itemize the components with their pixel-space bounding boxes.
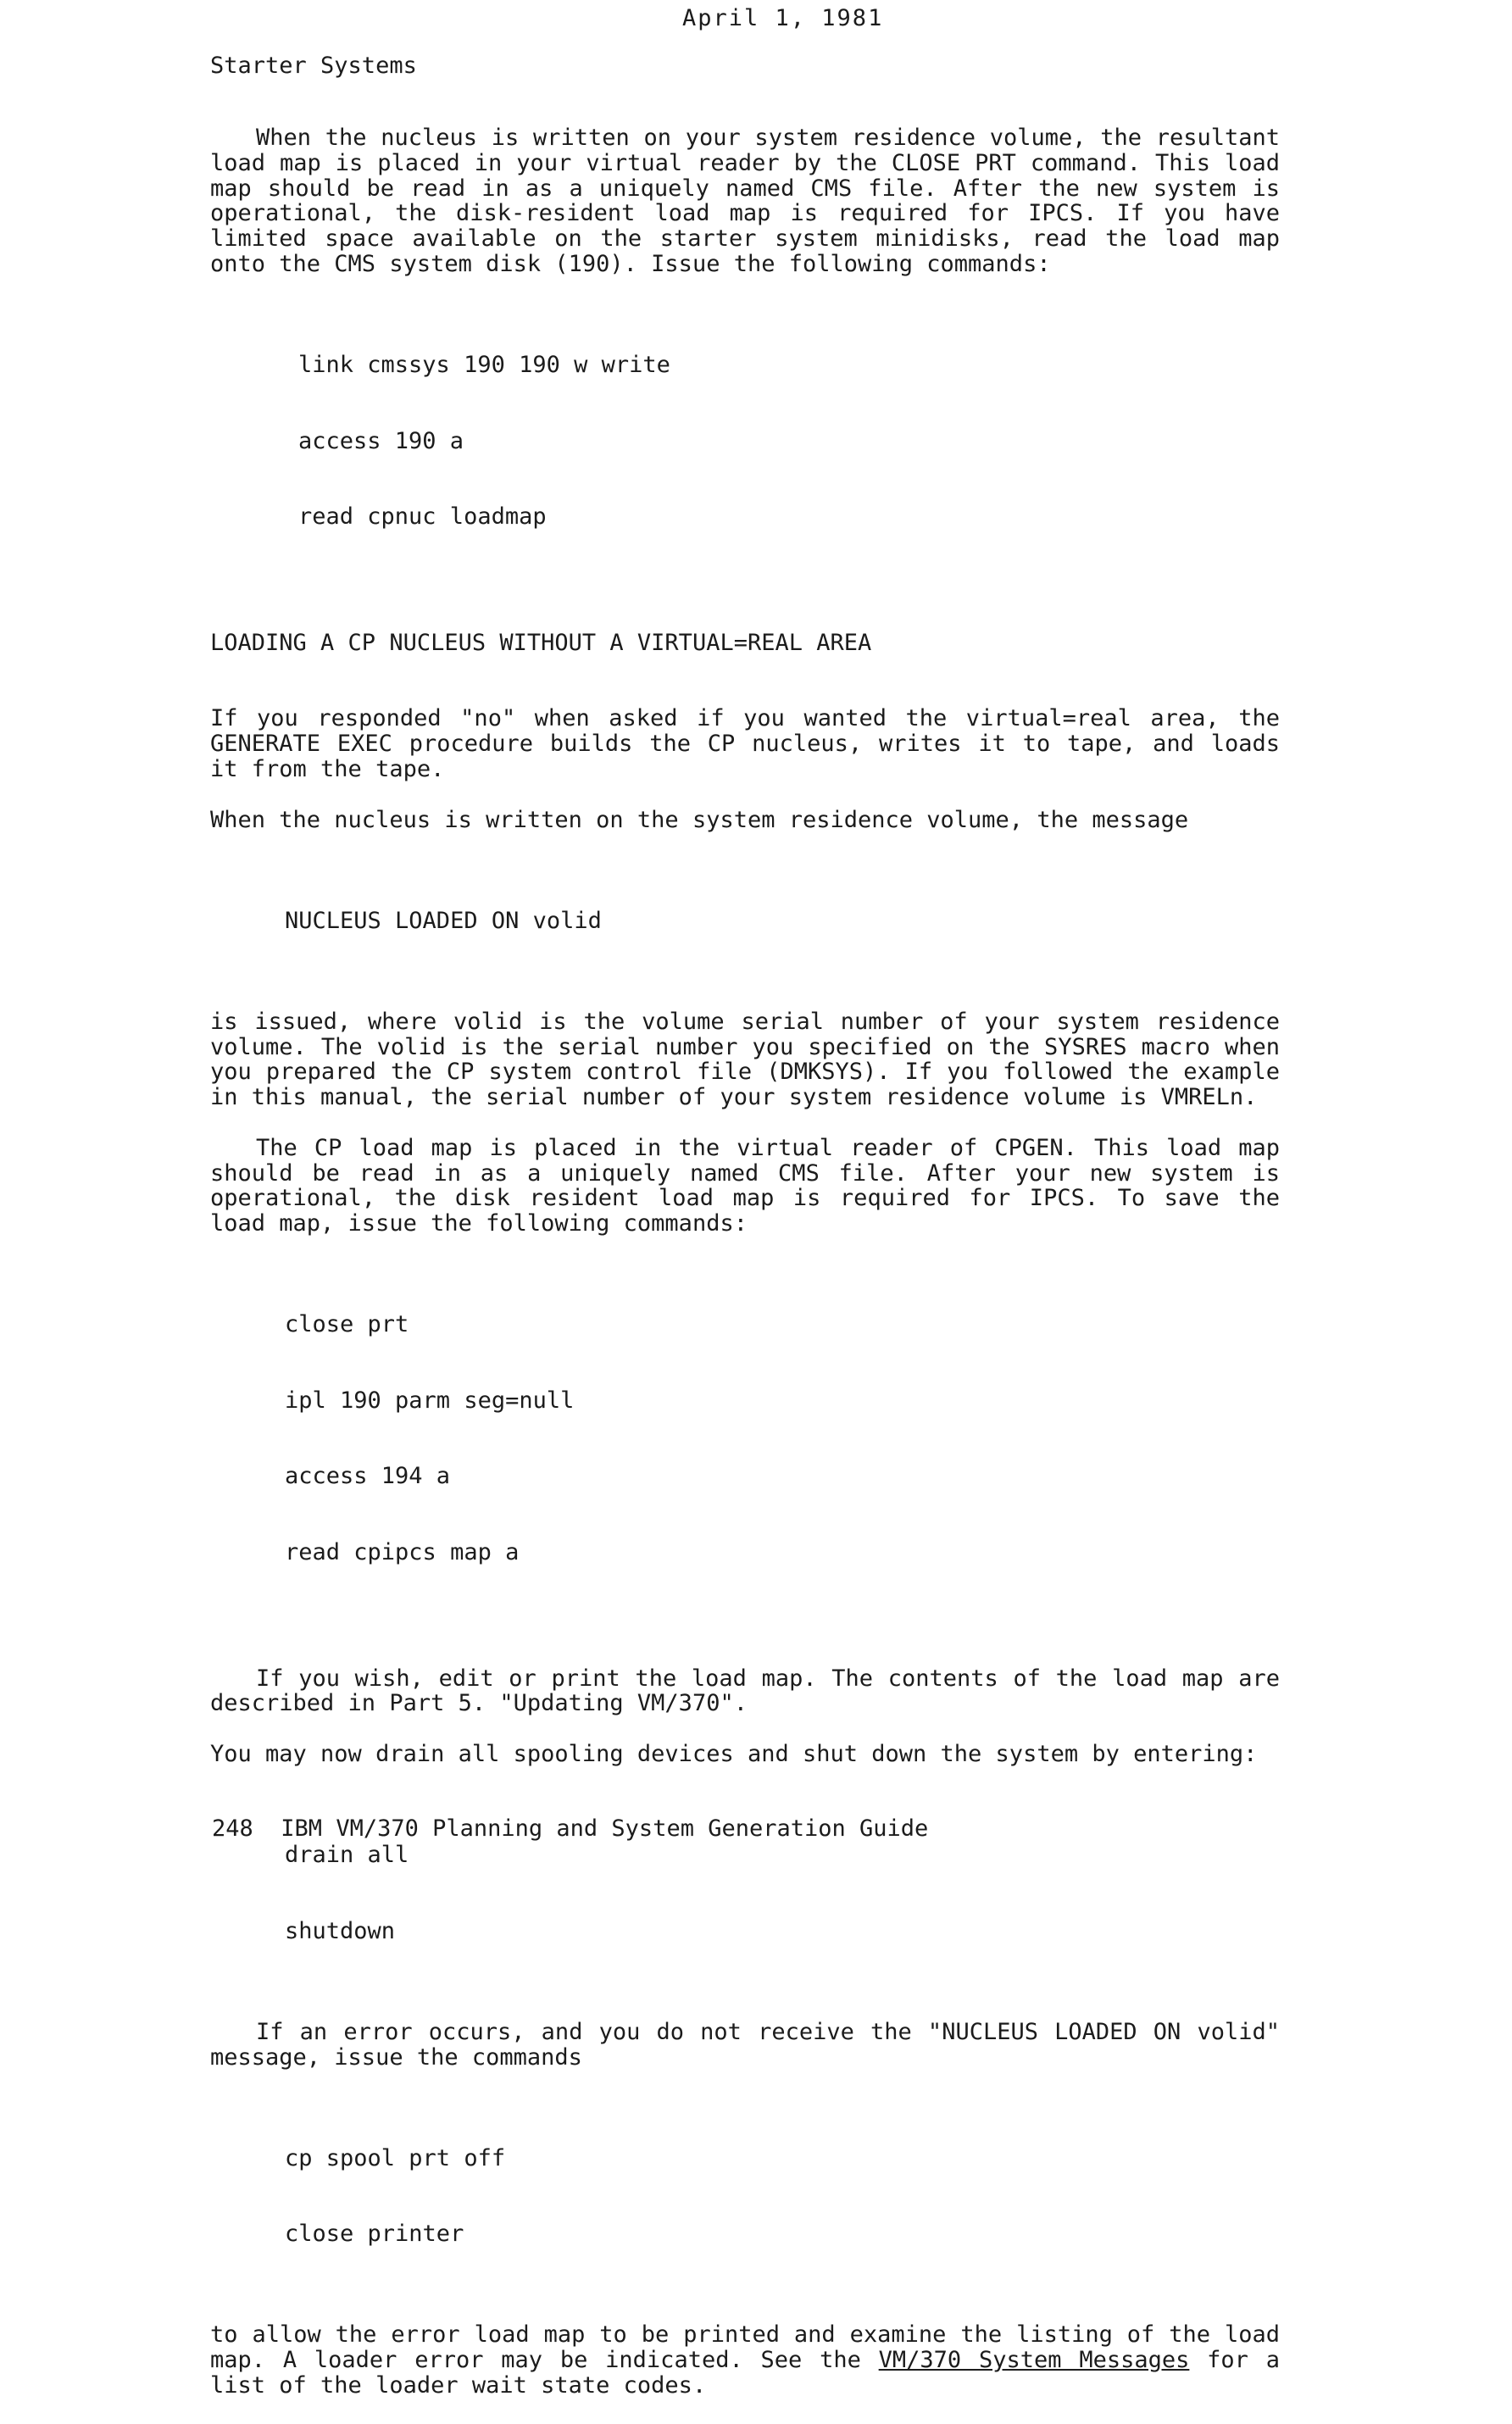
paragraph-text: to allow the error load map to be printed and examine the listing of the load map. A loader error may be indicated. See the [210,2321,1280,2374]
paragraph-cp-load-map: The CP load map is placed in the virtual reader of CPGEN. This load map should be read in as a uniquely named CMS file. After your new system is operational, the disk resident load map is required for IPCS. To save the load map, issue the following commands: [210,1134,1280,1237]
command-line: access 190 a [298,427,464,454]
command-line: shutdown [285,1917,396,1944]
command-block-save-load-map [210,1262,1280,1615]
message-block [210,858,1280,984]
running-head: Starter Systems [210,53,417,79]
page-body [210,125,1280,2424]
paragraph-text: for a list of the loader wait state codes. [210,2347,1280,2399]
paragraph-drain-spooling: You may now drain all spooling devices and shut down the system by entering: [210,1741,1258,1767]
command-line: close printer [285,2221,464,2248]
command-block-spool [210,2095,1280,2297]
command-line: read cpipcs map a [285,1538,520,1565]
command-line: cp spool prt off [285,2144,506,2171]
page-date: April 1, 1981 [682,5,884,31]
command-line: link cmssys 190 190 w write [298,352,670,379]
book-title: IBM VM/370 Planning and System Generation Guide [281,1815,929,1842]
command-line: read cpnuc loadmap [298,503,547,530]
page-number: 248 [212,1815,253,1842]
message-line: NUCLEUS LOADED ON volid [285,907,602,934]
paragraph-nucleus-written: When the nucleus is written on the system residence volume, the message [210,806,1189,833]
command-line: access 194 a [285,1463,451,1490]
command-line: close prt [285,1311,409,1338]
page-footer [212,1815,928,1842]
manual-reference: VM/370 System Messages [878,2347,1190,2374]
command-block-link-access [210,303,1280,581]
command-line: ipl 190 parm seg=null [285,1387,575,1414]
paragraph-error-occurs: If an error occurs, and you do not receive the "NUCLEUS LOADED ON volid" message, issue the commands [210,2018,1280,2071]
paragraph-volid-explanation: is issued, where volid is the volume serial number of your system residence volume. The volid is the serial number you specified on the SYSRES macro when you prepared the CP system control file (DMKSYS). If you followed the example in this manual, the serial number of your system residence volume is VMRELn. [210,1008,1280,1111]
section-heading: LOADING A CP NUCLEUS WITHOUT A VIRTUAL=REAL AREA [210,629,872,656]
paragraph-edit-print: If you wish, edit or print the load map. The contents of the load map are described in Part 5. "Updating VM/370". [210,1665,1280,1717]
paragraph-loader-error [210,2322,1280,2398]
paragraph-no-virtual-real: If you responded "no" when asked if you wanted the virtual=real area, the GENERATE EXEC procedure builds the CP nucleus, writes it to tape, and loads it from the tape. [210,705,1280,782]
command-line: drain all [285,1842,409,1869]
paragraph-load-map-placement: When the nucleus is written on your system residence volume, the resultant load map is placed in your virtual reader by the CLOSE PRT command. This load map should be read in as a uniquely named CMS file. After the new system is operational, the disk-resident load map is required for IPCS. If you have limited space available on the starter system minidisks, read the load map onto the CMS system disk (190). Issue the following commands: [210,125,1280,277]
